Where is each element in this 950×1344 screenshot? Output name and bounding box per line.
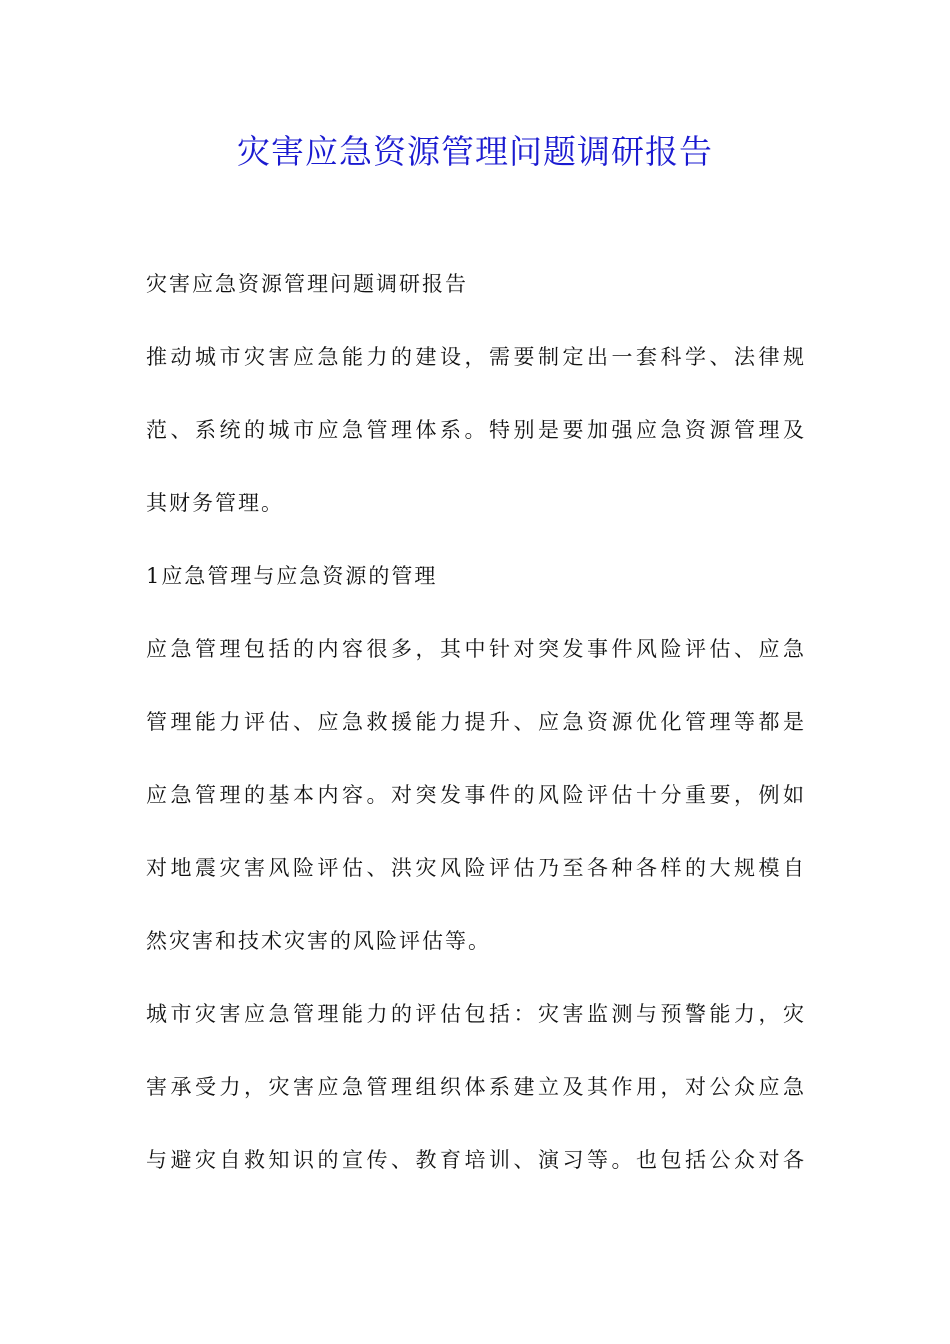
text-line: 然灾害和技术灾害的风险评估等。 [146,929,491,953]
text-line: 对地震灾害风险评估、洪灾风险评估乃至各种各样的大规模自 [146,856,806,880]
text-line: 管理能力评估、应急救援能力提升、应急资源优化管理等都是 [146,710,806,734]
text-line: 其财务管理。 [146,491,284,515]
text-line: 推动城市灾害应急能力的建设，需要制定出一套科学、法律规 [146,345,806,369]
text-line: 应急管理包括的内容很多，其中针对突发事件风险评估、应急 [146,637,806,661]
document-title: 灾害应急资源管理问题调研报告 [237,132,713,171]
document-body [146,260,806,1209]
text-line: 灾害应急资源管理问题调研报告 [146,272,468,296]
text-line: 与避灾自救知识的宣传、教育培训、演习等。也包括公众对各 [146,1148,806,1172]
text-line: 害承受力，灾害应急管理组织体系建立及其作用，对公众应急 [146,1075,806,1099]
text-line: 1应急管理与应急资源的管理 [146,564,438,588]
text-line: 城市灾害应急管理能力的评估包括：灾害监测与预警能力，灾 [146,1002,806,1026]
text-line: 范、系统的城市应急管理体系。特别是要加强应急资源管理及 [146,418,806,442]
text-line: 应急管理的基本内容。对突发事件的风险评估十分重要，例如 [146,783,806,807]
